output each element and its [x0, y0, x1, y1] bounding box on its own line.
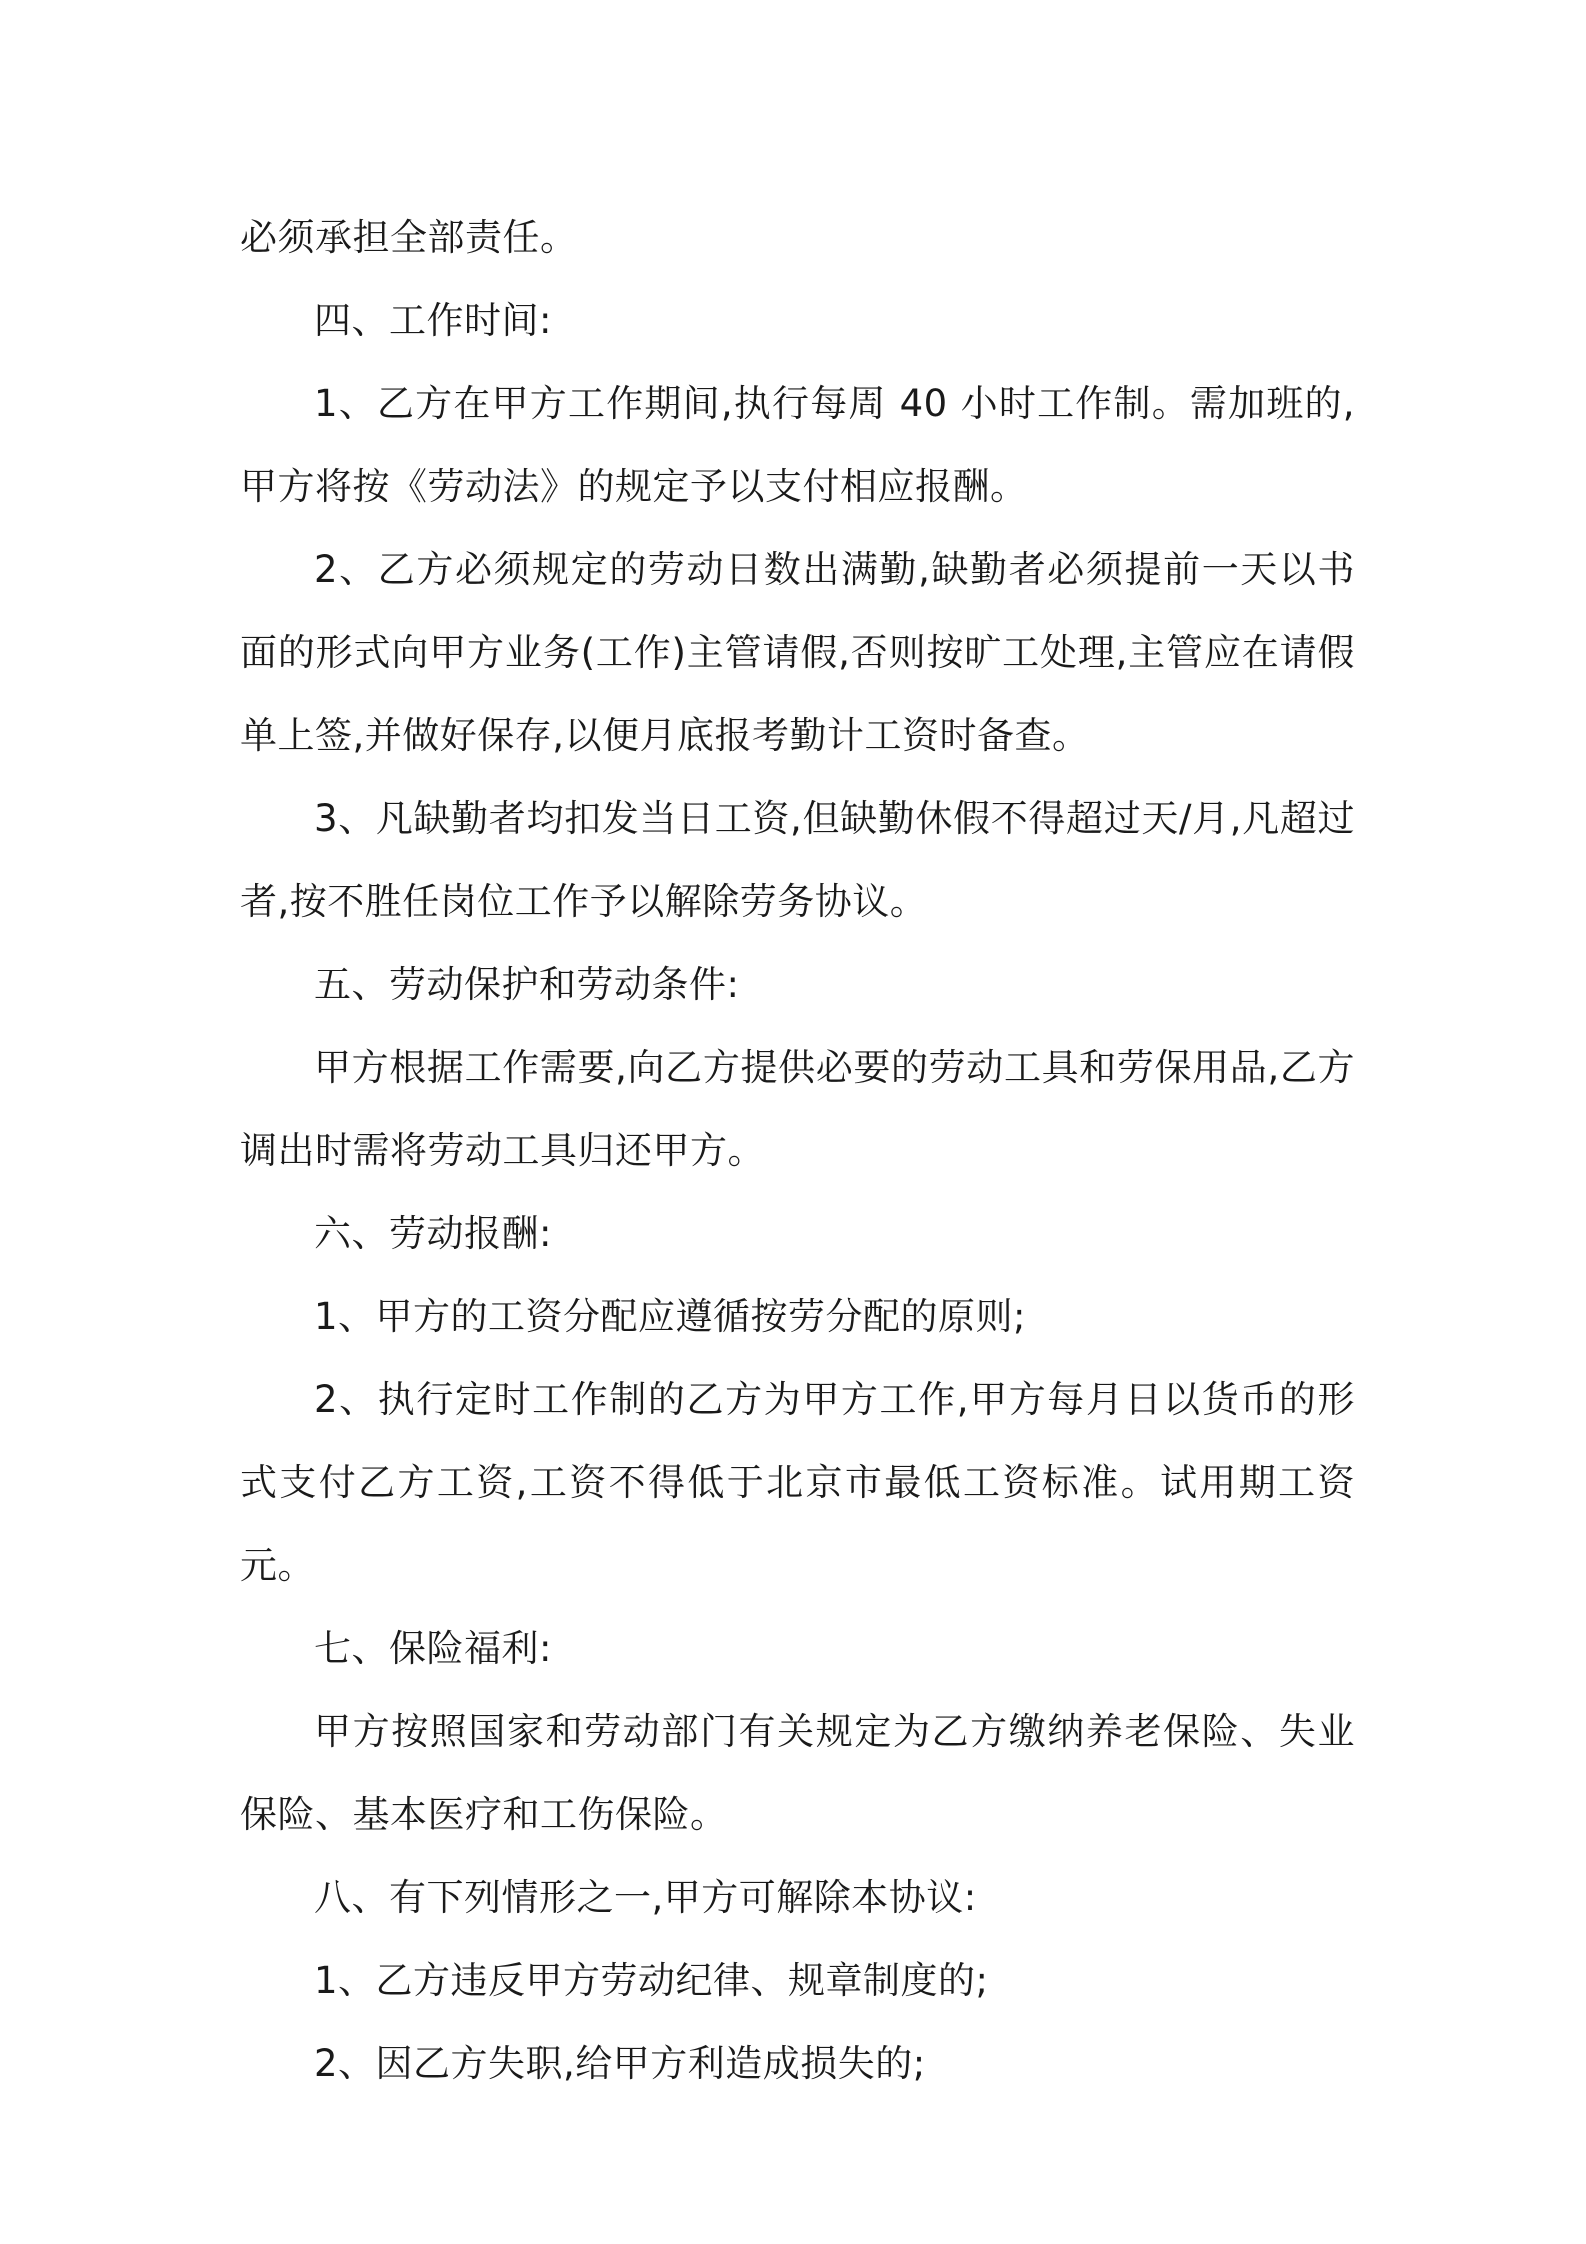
paragraph: 1、甲方的工资分配应遵循按劳分配的原则;	[314, 1295, 1027, 1338]
paragraph: 2、乙方必须规定的劳动日数出满勤,缺勤者必须提前一天以书面的形式向甲方业务(工作)主管请假,否则按旷工处理,主管应在请假单上签,并做好保存,以便月底报考勤计工资时备查。	[240, 548, 1355, 757]
section-heading-insurance: 七、保险福利:	[314, 1627, 552, 1670]
paragraph: 3、凡缺勤者均扣发当日工资,但缺勤休假不得超过天/月,凡超过者,按不胜任岗位工作予以解除劳务协议。	[240, 797, 1355, 923]
paragraph: 必须承担全部责任。	[240, 216, 578, 259]
paragraph: 1、乙方违反甲方劳动纪律、规章制度的;	[314, 1959, 989, 2002]
paragraph: 2、因乙方失职,给甲方利造成损失的;	[314, 2042, 926, 2085]
section-heading-remuneration: 六、劳动报酬:	[314, 1212, 552, 1255]
paragraph: 甲方按照国家和劳动部门有关规定为乙方缴纳养老保险、失业保险、基本医疗和工伤保险。	[240, 1710, 1355, 1836]
paragraph: 甲方根据工作需要,向乙方提供必要的劳动工具和劳保用品,乙方调出时需将劳动工具归还甲方。	[240, 1046, 1355, 1172]
section-heading-termination: 八、有下列情形之一,甲方可解除本协议:	[314, 1876, 977, 1919]
paragraph: 1、乙方在甲方工作期间,执行每周 40 小时工作制。需加班的,甲方将按《劳动法》的规定予以支付相应报酬。	[240, 382, 1355, 508]
document-body	[240, 196, 1355, 2105]
paragraph: 2、执行定时工作制的乙方为甲方工作,甲方每月日以货币的形式支付乙方工资,工资不得低于北京市最低工资标准。试用期工资元。	[240, 1378, 1355, 1587]
section-heading-work-time: 四、工作时间:	[314, 299, 552, 342]
section-heading-labor-protection: 五、劳动保护和劳动条件:	[314, 963, 740, 1006]
